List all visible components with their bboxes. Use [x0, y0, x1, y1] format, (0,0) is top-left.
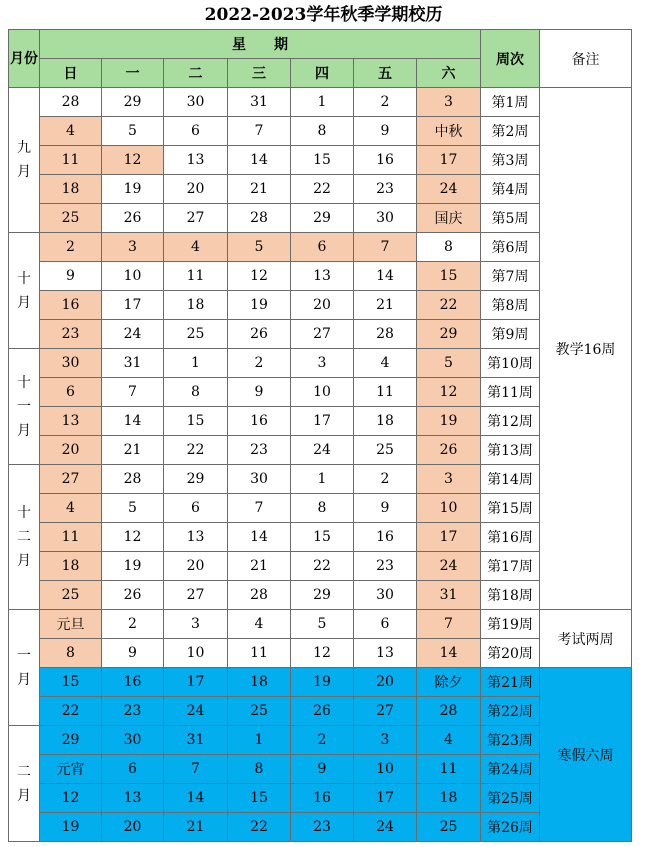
day-cell: 1	[291, 465, 354, 494]
day-cell: 26	[417, 436, 481, 465]
day-cell: 18	[40, 175, 102, 204]
day-cell: 31	[228, 88, 291, 117]
day-cell: 19	[417, 407, 481, 436]
day-cell: 29	[291, 204, 354, 233]
week-row	[9, 88, 632, 117]
day-cell: 19	[291, 668, 354, 697]
day-cell: 13	[354, 639, 417, 668]
day-cell: 21	[102, 436, 164, 465]
week-number-cell: 第20周	[481, 639, 540, 668]
week-row	[9, 291, 632, 320]
day-cell: 22	[228, 813, 291, 842]
day-cell: 2	[102, 610, 164, 639]
calendar-body	[9, 88, 632, 842]
month-label: 二 月	[9, 726, 40, 842]
day-cell: 6	[164, 494, 228, 523]
day-cell: 6	[102, 755, 164, 784]
day-cell: 26	[228, 320, 291, 349]
week-number-header: 周次	[481, 30, 540, 88]
day-cell: 2	[40, 233, 102, 262]
day-cell: 12	[102, 523, 164, 552]
day-cell: 23	[40, 320, 102, 349]
day-cell: 25	[417, 813, 481, 842]
day-header-sun: 日	[40, 59, 102, 88]
day-cell: 18	[228, 668, 291, 697]
day-cell: 23	[102, 697, 164, 726]
day-cell: 22	[164, 436, 228, 465]
day-cell: 29	[291, 581, 354, 610]
week-row	[9, 668, 632, 697]
day-cell: 12	[417, 378, 481, 407]
day-cell: 26	[102, 204, 164, 233]
day-cell: 6	[40, 378, 102, 407]
day-cell: 30	[354, 204, 417, 233]
day-cell: 1	[228, 726, 291, 755]
day-cell: 28	[354, 320, 417, 349]
day-cell: 9	[228, 378, 291, 407]
day-cell: 3	[291, 349, 354, 378]
week-row	[9, 813, 632, 842]
day-cell: 11	[417, 755, 481, 784]
day-cell: 17	[164, 668, 228, 697]
day-cell: 21	[354, 291, 417, 320]
day-cell: 16	[291, 784, 354, 813]
day-cell: 13	[291, 262, 354, 291]
day-cell: 17	[354, 784, 417, 813]
day-cell: 7	[354, 233, 417, 262]
week-row	[9, 407, 632, 436]
day-cell: 21	[228, 552, 291, 581]
week-number-cell: 第19周	[481, 610, 540, 639]
week-number-cell: 第3周	[481, 146, 540, 175]
day-header-mon: 一	[102, 59, 164, 88]
day-cell: 11	[40, 523, 102, 552]
day-cell: 9	[354, 117, 417, 146]
day-cell: 1	[291, 88, 354, 117]
day-cell: 3	[164, 610, 228, 639]
week-row	[9, 494, 632, 523]
day-cell: 17	[417, 146, 481, 175]
day-cell: 22	[417, 291, 481, 320]
day-cell: 20	[291, 291, 354, 320]
day-cell: 3	[354, 726, 417, 755]
day-cell: 10	[164, 639, 228, 668]
week-row	[9, 523, 632, 552]
week-number-cell: 第5周	[481, 204, 540, 233]
weekday-group-header: 星 期	[40, 30, 481, 59]
day-cell: 11	[228, 639, 291, 668]
week-number-cell: 第4周	[481, 175, 540, 204]
day-cell: 15	[40, 668, 102, 697]
week-row	[9, 755, 632, 784]
week-number-cell: 第25周	[481, 784, 540, 813]
week-row	[9, 378, 632, 407]
day-cell: 8	[40, 639, 102, 668]
day-cell: 15	[164, 407, 228, 436]
day-cell: 11	[40, 146, 102, 175]
week-row	[9, 639, 632, 668]
week-row	[9, 697, 632, 726]
day-cell: 6	[291, 233, 354, 262]
day-cell: 7	[417, 610, 481, 639]
week-row	[9, 320, 632, 349]
day-cell: 6	[354, 610, 417, 639]
day-cell: 18	[354, 407, 417, 436]
week-number-cell: 第7周	[481, 262, 540, 291]
day-cell: 5	[291, 610, 354, 639]
day-cell: 5	[102, 494, 164, 523]
day-cell: 22	[291, 552, 354, 581]
day-cell: 16	[354, 146, 417, 175]
day-cell: 14	[417, 639, 481, 668]
day-cell: 22	[40, 697, 102, 726]
day-cell: 14	[228, 523, 291, 552]
day-cell: 4	[40, 494, 102, 523]
day-cell: 中秋	[417, 117, 481, 146]
day-cell: 23	[354, 552, 417, 581]
day-cell: 31	[417, 581, 481, 610]
day-cell: 13	[40, 407, 102, 436]
day-cell: 30	[102, 726, 164, 755]
day-header-fri: 五	[354, 59, 417, 88]
note-cell: 寒假六周	[540, 668, 632, 842]
day-cell: 29	[164, 465, 228, 494]
day-cell: 12	[228, 262, 291, 291]
day-header-sat: 六	[417, 59, 481, 88]
calendar-table	[8, 29, 632, 842]
month-header: 月份	[9, 30, 40, 88]
day-cell: 24	[291, 436, 354, 465]
day-cell: 25	[354, 436, 417, 465]
week-number-cell: 第24周	[481, 755, 540, 784]
day-cell: 20	[102, 813, 164, 842]
day-cell: 30	[228, 465, 291, 494]
day-cell: 28	[417, 697, 481, 726]
day-cell: 14	[228, 146, 291, 175]
day-cell: 26	[102, 581, 164, 610]
day-cell: 19	[40, 813, 102, 842]
day-cell: 15	[291, 146, 354, 175]
week-number-cell: 第26周	[481, 813, 540, 842]
day-cell: 8	[291, 494, 354, 523]
day-cell: 2	[228, 349, 291, 378]
day-cell: 5	[417, 349, 481, 378]
day-cell: 17	[417, 523, 481, 552]
day-cell: 25	[40, 204, 102, 233]
day-cell: 2	[291, 726, 354, 755]
month-label: 一 月	[9, 610, 40, 726]
day-cell: 24	[354, 813, 417, 842]
day-cell: 20	[354, 668, 417, 697]
week-row	[9, 552, 632, 581]
day-cell: 19	[102, 552, 164, 581]
day-cell: 23	[354, 175, 417, 204]
day-cell: 15	[228, 784, 291, 813]
page-title: 2022-2023学年秋季学期校历	[204, 5, 443, 25]
week-row	[9, 726, 632, 755]
day-cell: 13	[164, 146, 228, 175]
day-cell: 3	[102, 233, 164, 262]
day-cell: 7	[164, 755, 228, 784]
day-cell: 11	[354, 378, 417, 407]
week-row	[9, 581, 632, 610]
day-cell: 17	[291, 407, 354, 436]
day-cell: 5	[102, 117, 164, 146]
week-number-cell: 第22周	[481, 697, 540, 726]
day-cell: 4	[164, 233, 228, 262]
day-cell: 9	[102, 639, 164, 668]
week-number-cell: 第18周	[481, 581, 540, 610]
week-number-cell: 第1周	[481, 88, 540, 117]
week-row	[9, 784, 632, 813]
week-row	[9, 349, 632, 378]
day-cell: 13	[102, 784, 164, 813]
day-cell: 4	[40, 117, 102, 146]
day-cell: 31	[164, 726, 228, 755]
day-cell: 21	[228, 175, 291, 204]
month-label: 十 月	[9, 233, 40, 349]
day-cell: 7	[228, 494, 291, 523]
day-cell: 4	[228, 610, 291, 639]
day-cell: 8	[228, 755, 291, 784]
week-row	[9, 146, 632, 175]
day-cell: 18	[40, 552, 102, 581]
week-number-cell: 第11周	[481, 378, 540, 407]
day-cell: 17	[102, 291, 164, 320]
day-cell: 14	[164, 784, 228, 813]
day-cell: 16	[228, 407, 291, 436]
day-cell: 27	[164, 581, 228, 610]
day-cell: 19	[228, 291, 291, 320]
week-row	[9, 610, 632, 639]
day-cell: 除夕	[417, 668, 481, 697]
day-cell: 12	[291, 639, 354, 668]
day-cell: 2	[354, 88, 417, 117]
day-cell: 1	[164, 349, 228, 378]
day-cell: 元旦	[40, 610, 102, 639]
month-label: 九 月	[9, 88, 40, 233]
day-cell: 15	[291, 523, 354, 552]
day-cell: 25	[40, 581, 102, 610]
week-number-cell: 第6周	[481, 233, 540, 262]
day-cell: 14	[354, 262, 417, 291]
day-cell: 30	[164, 88, 228, 117]
day-cell: 7	[102, 378, 164, 407]
week-number-cell: 第23周	[481, 726, 540, 755]
day-header-wed: 三	[228, 59, 291, 88]
day-cell: 25	[228, 697, 291, 726]
day-cell: 5	[228, 233, 291, 262]
day-cell: 6	[164, 117, 228, 146]
day-cell: 16	[354, 523, 417, 552]
day-cell: 28	[228, 204, 291, 233]
day-cell: 28	[102, 465, 164, 494]
day-cell: 国庆	[417, 204, 481, 233]
week-row	[9, 204, 632, 233]
day-header-tue: 二	[164, 59, 228, 88]
day-cell: 10	[291, 378, 354, 407]
day-cell: 27	[40, 465, 102, 494]
week-number-cell: 第8周	[481, 291, 540, 320]
day-cell: 13	[164, 523, 228, 552]
day-cell: 30	[40, 349, 102, 378]
day-cell: 4	[354, 349, 417, 378]
day-cell: 9	[291, 755, 354, 784]
day-cell: 12	[40, 784, 102, 813]
day-cell: 4	[417, 726, 481, 755]
week-number-cell: 第21周	[481, 668, 540, 697]
day-cell: 18	[164, 291, 228, 320]
day-cell: 10	[354, 755, 417, 784]
day-cell: 23	[228, 436, 291, 465]
day-cell: 25	[164, 320, 228, 349]
day-cell: 18	[417, 784, 481, 813]
day-cell: 30	[354, 581, 417, 610]
day-cell: 15	[417, 262, 481, 291]
note-cell: 考试两周	[540, 610, 632, 668]
week-number-cell: 第10周	[481, 349, 540, 378]
day-cell: 29	[102, 88, 164, 117]
day-cell: 10	[417, 494, 481, 523]
day-cell: 28	[228, 581, 291, 610]
week-number-cell: 第16周	[481, 523, 540, 552]
day-cell: 23	[291, 813, 354, 842]
day-cell: 24	[164, 697, 228, 726]
day-cell: 8	[164, 378, 228, 407]
day-cell: 10	[102, 262, 164, 291]
week-number-cell: 第14周	[481, 465, 540, 494]
day-cell: 21	[164, 813, 228, 842]
day-cell: 3	[417, 465, 481, 494]
day-cell: 11	[164, 262, 228, 291]
week-number-cell: 第15周	[481, 494, 540, 523]
week-number-cell: 第13周	[481, 436, 540, 465]
day-cell: 12	[102, 146, 164, 175]
month-label: 十 一 月	[9, 349, 40, 465]
day-header-thu: 四	[291, 59, 354, 88]
day-cell: 19	[102, 175, 164, 204]
day-cell: 7	[228, 117, 291, 146]
day-cell: 27	[354, 697, 417, 726]
day-cell: 9	[40, 262, 102, 291]
day-cell: 24	[417, 175, 481, 204]
day-cell: 16	[40, 291, 102, 320]
week-row	[9, 175, 632, 204]
day-cell: 24	[417, 552, 481, 581]
week-number-cell: 第2周	[481, 117, 540, 146]
week-row	[9, 233, 632, 262]
day-cell: 27	[291, 320, 354, 349]
day-cell: 26	[291, 697, 354, 726]
day-cell: 9	[354, 494, 417, 523]
week-number-cell: 第17周	[481, 552, 540, 581]
day-cell: 29	[40, 726, 102, 755]
day-cell: 29	[417, 320, 481, 349]
day-cell: 22	[291, 175, 354, 204]
note-cell: 教学16周	[540, 88, 632, 610]
day-cell: 20	[164, 175, 228, 204]
day-cell: 31	[102, 349, 164, 378]
day-cell: 元宵	[40, 755, 102, 784]
day-cell: 8	[417, 233, 481, 262]
day-cell: 20	[164, 552, 228, 581]
day-cell: 20	[40, 436, 102, 465]
week-row	[9, 465, 632, 494]
week-number-cell: 第9周	[481, 320, 540, 349]
day-cell: 3	[417, 88, 481, 117]
day-cell: 16	[102, 668, 164, 697]
day-cell: 14	[102, 407, 164, 436]
day-cell: 24	[102, 320, 164, 349]
notes-header: 备注	[540, 30, 632, 88]
day-cell: 27	[164, 204, 228, 233]
month-label: 十 二 月	[9, 465, 40, 610]
week-row	[9, 117, 632, 146]
week-row	[9, 262, 632, 291]
week-row	[9, 436, 632, 465]
week-number-cell: 第12周	[481, 407, 540, 436]
day-cell: 28	[40, 88, 102, 117]
day-cell: 8	[291, 117, 354, 146]
day-cell: 2	[354, 465, 417, 494]
